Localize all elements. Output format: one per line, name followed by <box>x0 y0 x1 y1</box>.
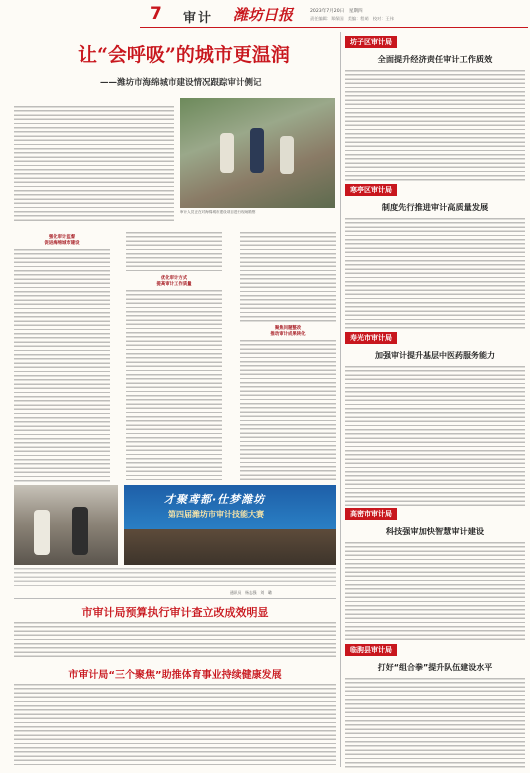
photo-person <box>72 507 88 555</box>
photo-person <box>34 510 50 555</box>
intro-text-block <box>14 106 174 221</box>
photo-person <box>220 133 234 173</box>
column-text <box>126 232 222 272</box>
sidebar <box>345 32 525 772</box>
sidebar-headline: 打好“组合拳”提升队伍建设水平 <box>377 663 493 672</box>
lead-subhead: 促进海绵城市建设 <box>44 241 80 246</box>
lead-column-3 <box>240 232 336 482</box>
lead-subhead: 聚焦问题整改 <box>274 326 302 331</box>
sidebar-headline: 制度先行推进审计高质量发展 <box>381 202 489 212</box>
sidebar-headline: 科技强审加快智慧审计建设 <box>385 526 485 536</box>
lead-byline: 通讯员 杨志强 刘 璐 <box>230 590 272 595</box>
date-line: 2023年7月20日 星期四 <box>310 9 363 14</box>
column-text <box>126 290 222 480</box>
section-name: 审计 <box>183 11 214 26</box>
lead-subhead: 提高审计工作质量 <box>156 282 192 287</box>
sidebar-tag: 临朐县审计局 <box>345 644 397 656</box>
sidebar-text <box>345 542 525 642</box>
bottom-article-1-text <box>14 622 336 660</box>
lead-subheadline: ——潍坊市海绵城市建设情况跟踪审计侧记 <box>100 78 262 88</box>
photo-person <box>250 128 264 173</box>
column-text <box>240 232 336 322</box>
lead-headline: 让“会呼吸”的城市更温润 <box>78 44 290 66</box>
column-text <box>240 340 336 482</box>
sidebar-text <box>345 678 525 770</box>
bottom-headline-1: 市审计局预算执行审计查立改成效明显 <box>81 606 269 619</box>
lead-photo-banner <box>124 485 336 565</box>
lead-photo-left <box>14 485 118 565</box>
lead-subhead: 优化审计方式 <box>160 276 188 281</box>
banner-title: 才聚鸢都·仕梦潍坊 <box>164 493 266 506</box>
lead-photo-top <box>180 98 335 208</box>
bottom-headline-2: 市审计局“三个聚焦”助推体育事业持续健康发展 <box>68 670 282 681</box>
photo-caption-right: 审计人员正在对海绵城市建设项目进行现场勘察 <box>180 210 256 214</box>
sidebar-headline: 加强审计提升基层中医药服务能力 <box>375 351 495 360</box>
sidebar-text <box>345 70 525 182</box>
sidebar-tag: 寿光市审计局 <box>345 332 397 344</box>
lead-body <box>14 232 336 482</box>
lead-subhead: 强化审计监督 <box>48 235 76 240</box>
photo-captions <box>14 568 336 588</box>
sidebar-tag: 高密市审计局 <box>345 508 397 520</box>
lead-column-2 <box>126 232 222 482</box>
sidebar-tag: 寒亭区审计局 <box>345 184 397 196</box>
lead-column-1 <box>14 232 110 482</box>
masthead-rule <box>140 27 528 28</box>
lead-intro <box>14 100 174 225</box>
vertical-divider <box>340 32 341 767</box>
lead-subhead: 推动审计成果转化 <box>270 332 306 337</box>
bottom-article-2-text <box>14 684 336 768</box>
horizontal-divider <box>14 598 336 599</box>
column-text <box>14 249 110 484</box>
sidebar-text <box>345 366 525 506</box>
masthead <box>0 0 530 34</box>
photo-person <box>280 136 294 174</box>
sidebar-tag: 坊子区审计局 <box>345 36 397 48</box>
banner-subtitle: 第四届潍坊市审计技能大赛 <box>168 510 264 519</box>
page-number: 7 <box>150 4 162 24</box>
editor-line: 责任编辑：郑保国 美编：程萌 校对：王伟 <box>310 16 394 21</box>
sidebar-headline: 全面提升经济责任审计工作质效 <box>377 54 493 64</box>
paper-logo: 潍坊日报 <box>233 6 294 24</box>
sidebar-text <box>345 218 525 330</box>
